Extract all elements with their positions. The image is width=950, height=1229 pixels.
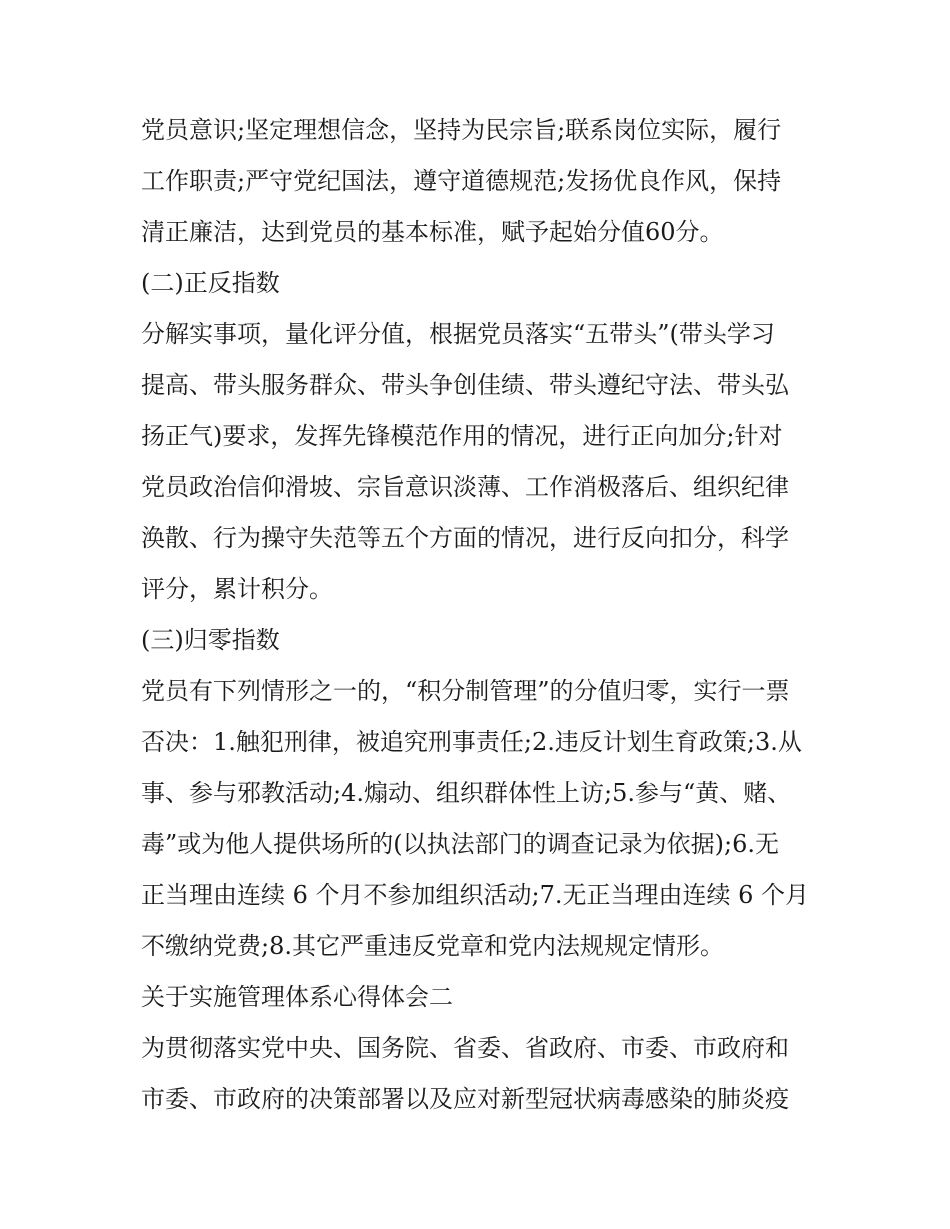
paragraph-line: 否决：1.触犯刑律，被追究刑事责任;2.违反计划生育政策;3.从 — [141, 728, 802, 756]
paragraph-line: 为贯彻落实党中央、国务院、省委、省政府、市委、市政府和 — [141, 1034, 789, 1062]
paragraph-line: 分解实事项，量化评分值，根据党员落实“五带头”(带头学习 — [141, 320, 775, 348]
section-heading: (三)归零指数 — [141, 626, 280, 654]
paragraph-line: 党员有下列情形之一的，“积分制管理”的分值归零，实行一票 — [141, 677, 790, 705]
paragraph-line: 正当理由连续 6 个月不参加组织活动;7.无正当理由连续 6 个月 — [141, 881, 810, 909]
paragraph-line: 事、参与邪教活动;4.煽动、组织群体性上访;5.参与“黄、赌、 — [141, 779, 792, 807]
paragraph-line: 扬正气)要求，发挥先锋模范作用的情况，进行正向加分;针对 — [141, 422, 783, 450]
paragraph-line: 提高、带头服务群众、带头争创佳绩、带头遵纪守法、带头弘 — [141, 371, 789, 399]
paragraph-line: 工作职责;严守党纪国法，遵守道德规范;发扬优良作风，保持 — [141, 167, 782, 195]
paragraph-line: 党员意识;坚定理想信念，坚持为民宗旨;联系岗位实际，履行 — [141, 116, 782, 144]
section-title: 关于实施管理体系心得体会二 — [141, 983, 453, 1011]
paragraph-line: 市委、市政府的决策部署以及应对新型冠状病毒感染的肺炎疫 — [141, 1085, 789, 1113]
paragraph-line: 评分，累计积分。 — [141, 575, 333, 603]
paragraph-line: 毒”或为他人提供场所的(以执法部门的调查记录为依据);6.无 — [141, 830, 779, 858]
paragraph-line: 涣散、行为操守失范等五个方面的情况，进行反向扣分，科学 — [141, 524, 789, 552]
document-body — [141, 105, 813, 1125]
paragraph-line: 党员政治信仰滑坡、宗旨意识淡薄、工作消极落后、组织纪律 — [141, 473, 789, 501]
paragraph-line: 不缴纳党费;8.其它严重违反党章和党内法规规定情形。 — [141, 932, 724, 960]
paragraph-line: 清正廉洁，达到党员的基本标准，赋予起始分值60分。 — [141, 218, 724, 246]
section-heading: (二)正反指数 — [141, 269, 280, 297]
